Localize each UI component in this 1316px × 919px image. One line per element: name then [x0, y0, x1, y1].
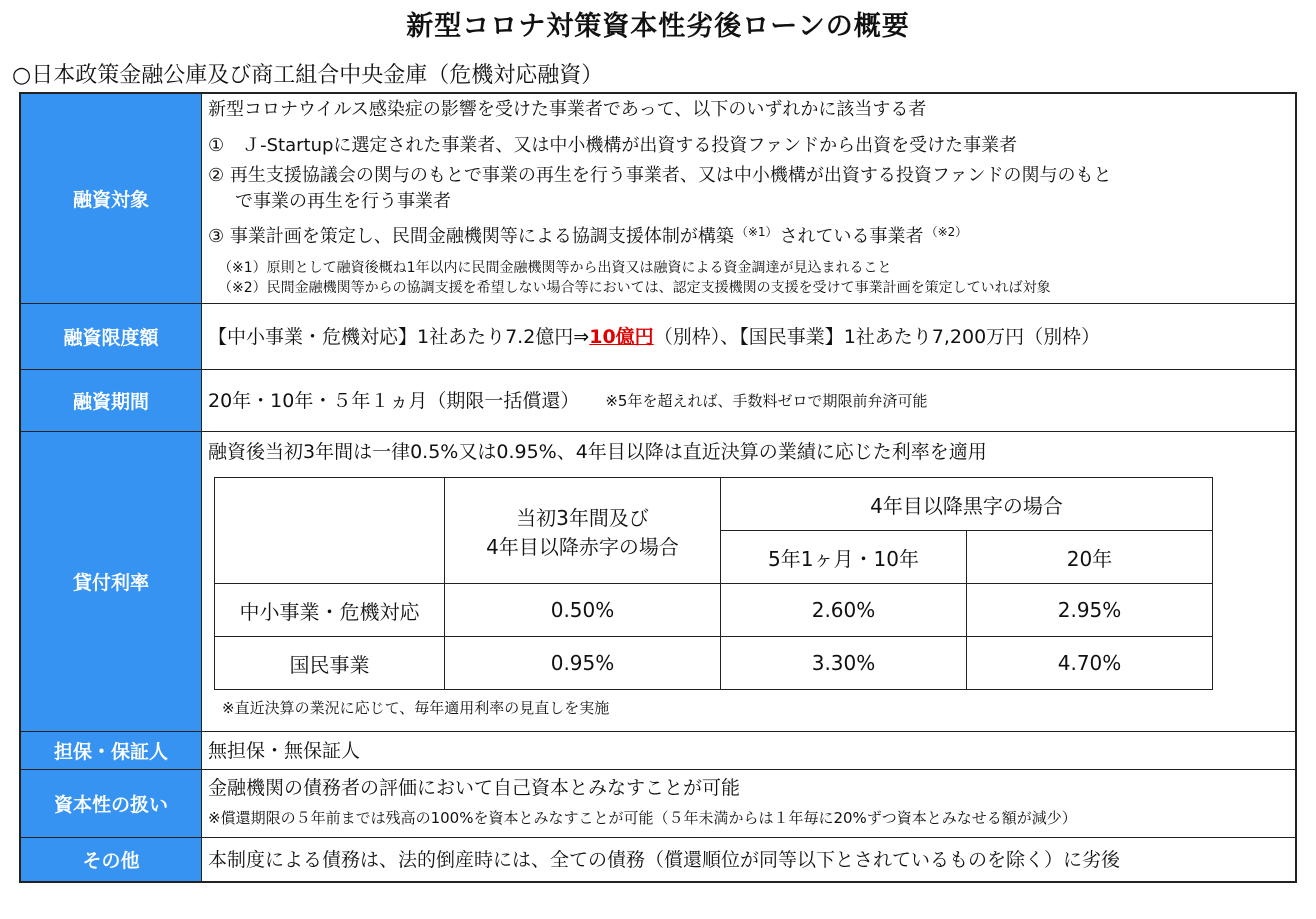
table-row: [215, 637, 1213, 690]
limit-pre: 【中小事業・危機対応】1社あたり7.2億円⇒: [208, 325, 590, 348]
rate-cell: 3.30%: [721, 637, 967, 690]
target-item-3-note2: （※2）: [925, 225, 968, 239]
target-item-2b: で事業の再生を行う事業者: [235, 191, 451, 212]
rate-intro: 融資後当初3年間は一律0.5%又は0.95%、4年目以降は直近決算の業績に応じた利率を適用: [208, 441, 987, 463]
limit-post: （別枠）、【国民事業】1社あたり7,200万円（別枠）: [653, 325, 1101, 348]
content-other: [208, 838, 1289, 881]
rate-header-initial-line2: 4年目以降赤字の場合: [486, 534, 679, 559]
target-note-2: （※2）民間金融機関等からの協調支援を希望しない場合等においては、認定支援機関の支援を受けて事業計画を策定していれば対象: [218, 280, 1051, 296]
other-text: 本制度による債務は、法的倒産時には、全ての債務（償還順位が同等以下とされているものを除く）に劣後: [208, 848, 1121, 871]
row-other: [21, 838, 1295, 881]
rate-header-group: 4年目以降黒字の場合: [721, 478, 1213, 531]
target-item-3: [208, 218, 969, 251]
rate-header-initial-line1: 当初3年間及び: [516, 505, 649, 530]
row-period: [21, 370, 1295, 432]
collateral-text: 無担保・無保証人: [208, 739, 361, 762]
target-note-1: （※1）原則として融資後概ね1年以内に民間金融機関等から出資又は融資による資金調達が見込まれること: [218, 260, 892, 276]
row-capital: [21, 770, 1295, 838]
label-target: 融資対象: [21, 94, 202, 303]
rate-cell: 0.50%: [445, 584, 721, 637]
page-subtitle: ○日本政策金融公庫及び商工組合中央金庫（危機対応融資）: [12, 63, 604, 88]
content-capital: [208, 770, 1289, 837]
label-capital: 資本性の扱い: [21, 770, 202, 837]
rate-header-sub-1: 5年1ヶ月・10年: [721, 531, 967, 584]
rate-header-sub-2: 20年: [967, 531, 1213, 584]
target-intro: 新型コロナウイルス感染症の影響を受けた事業者であって、以下のいずれかに該当する者: [208, 99, 927, 120]
target-item-3-note1: （※1）: [735, 225, 778, 239]
overview-table: [19, 92, 1297, 883]
label-rate: 貸付利率: [21, 432, 202, 731]
limit-highlight: 10億円: [589, 325, 654, 348]
period-note: ※5年を超えれば、手数料ゼロで期限前弁済可能: [605, 391, 928, 410]
capital-note: ※償還期限の５年前までは残高の100%を資本とみなすことが可能（５年未満からは１年毎に20%ずつ資本とみなせる額が減少）: [208, 809, 1077, 827]
row-collateral: [21, 732, 1295, 770]
table-row: [215, 584, 1213, 637]
limit-text: [208, 323, 1100, 351]
rate-cell: 2.95%: [967, 584, 1213, 637]
rate-row-name: 中小事業・危機対応: [215, 584, 445, 637]
content-limit: [208, 304, 1289, 369]
row-target: [21, 94, 1295, 304]
rate-cell: 0.95%: [445, 637, 721, 690]
target-item-3-text: ③ 事業計画を策定し、民間金融機関等による協調支援体制が構築: [208, 226, 734, 247]
interest-rate-table: [214, 477, 1213, 690]
row-limit: [21, 304, 1295, 370]
rate-header-initial: [445, 478, 721, 584]
target-item-3-mid: されている事業者: [779, 226, 924, 247]
label-limit: 融資限度額: [21, 304, 202, 369]
capital-text: 金融機関の債務者の評価において自己資本とみなすことが可能: [208, 777, 741, 799]
period-text: 20年・10年・５年１ヵ月（期限一括償還）: [208, 389, 580, 412]
rate-note: ※直近決算の業況に応じて、毎年適用利率の見直しを実施: [222, 699, 610, 717]
target-item-1: ① Ｊ-Startupに選定された事業者、又は中小機構が出資する投資ファンドから出資を受けた事業者: [208, 135, 1018, 156]
content-target: [208, 94, 1289, 303]
label-collateral: 担保・保証人: [21, 732, 202, 769]
page-title: 新型コロナ対策資本性劣後ローンの概要: [406, 11, 910, 42]
content-collateral: [208, 732, 1289, 769]
label-period: 融資期間: [21, 370, 202, 431]
rate-row-name: 国民事業: [215, 637, 445, 690]
rate-cell: 4.70%: [967, 637, 1213, 690]
rate-cell: 2.60%: [721, 584, 967, 637]
rate-header-blank: [215, 478, 445, 584]
rate-header-row-1: [215, 478, 1213, 531]
label-other: その他: [21, 838, 202, 881]
target-item-2a: ② 再生支援協議会の関与のもとで事業の再生を行う事業者、又は中小機構が出資する投資ファンドの関与のもと: [208, 165, 1112, 186]
content-period: [208, 370, 1289, 431]
